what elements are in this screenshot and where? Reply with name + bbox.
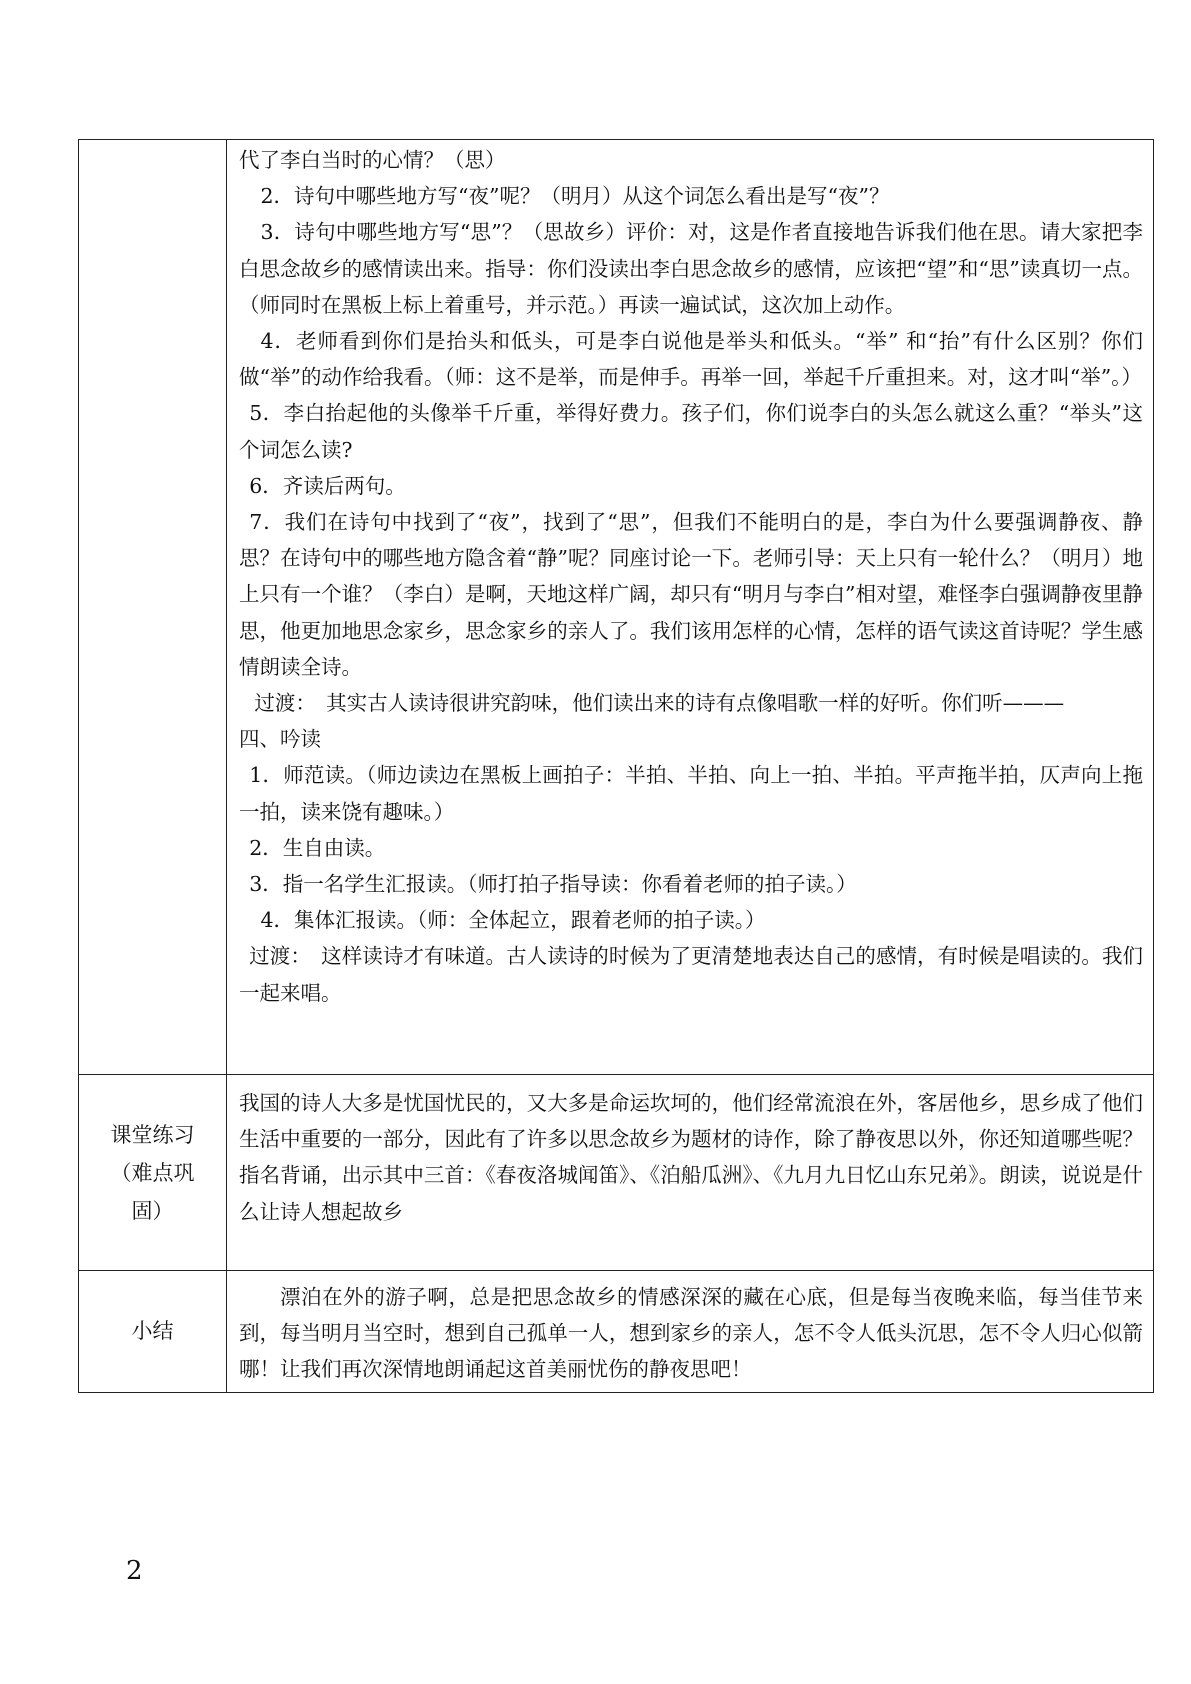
summary-content-cell — [227, 1271, 1154, 1393]
transition-line: 过渡： 其实古人读诗很讲究韵味，他们读出来的诗有点像唱歌一样的好听。你们听——— — [254, 691, 1065, 716]
lesson-plan-table — [78, 139, 1154, 1393]
practice-row — [79, 1075, 1154, 1271]
practice-label: 课堂练习 — [110, 1122, 195, 1147]
practice-label-cell — [79, 1075, 227, 1271]
teaching-process-content-cell — [227, 140, 1154, 1075]
summary-text: 漂泊在外的游子啊，总是把思念故乡的情感深深的藏在心底，但是每当夜晚来临，每当佳节来到，每当明月当空时，想到自己孤单一人，想到家乡的亲人，怎不令人低头沉思，怎不令人归心似箭哪！让我们再次深情地朗诵起这首美丽忧伤的静夜思吧！ — [239, 1285, 1143, 1382]
content-line: 6．齐读后两句。 — [249, 473, 406, 498]
transition-line: 过渡： 这样读诗才有味道。古人读诗的时候为了更清楚地表达自己的感情，有时候是唱读的。我们一起来唱。 — [239, 944, 1143, 1005]
summary-label: 小结 — [131, 1319, 174, 1344]
content-line: 3．指一名学生汇报读。（师打拍子指导读：你看着老师的拍子读。） — [249, 872, 857, 897]
summary-row — [79, 1271, 1154, 1393]
section-heading: 四、吟读 — [239, 727, 321, 752]
practice-label: （难点巩 — [110, 1160, 195, 1185]
content-line: 1．师范读。（师边读边在黑板上画拍子：半拍、半拍、向上一拍、半拍。平声拖半拍，仄声向上拖一拍，读来饶有趣味。） — [239, 763, 1143, 824]
content-line: 2．诗句中哪些地方写“夜”呢？（明月）从这个词怎么看出是写“夜”？ — [260, 184, 890, 209]
teaching-process-row — [79, 140, 1154, 1075]
practice-text: 我国的诗人大多是忧国忧民的，又大多是命运坎坷的，他们经常流浪在外，客居他乡，思乡成了他们生活中重要的一部分，因此有了许多以思念故乡为题材的诗作，除了静夜思以外，你还知道哪些呢？指名背诵，出示其中三首：《春夜洛城闻笛》、《泊船瓜洲》、《九月九日忆山东兄弟》。朗读，说说是什么让诗人想起故乡 — [239, 1091, 1143, 1224]
content-line: 5．李白抬起他的头像举千斤重，举得好费力。孩子们，你们说李白的头怎么就这么重？“举头”这个词怎么读? — [239, 401, 1143, 462]
page-number: 2 — [126, 1556, 143, 1586]
content-line: 代了李白当时的心情？（思） — [239, 148, 506, 172]
teaching-process-label-cell — [79, 140, 227, 1075]
content-line: 2．生自由读。 — [249, 835, 386, 860]
content-line: 4．老师看到你们是抬头和低头，可是李白说他是举头和低头。“举” 和“抬”有什么区别？你们做“举”的动作给我看。（师：这不是举，而是伸手。再举一回，举起千斤重担来。对，这才叫“举”。） — [239, 329, 1143, 390]
content-line: 7．我们在诗句中找到了“夜”，找到了“思”，但我们不能明白的是，李白为什么要强调静夜、静思？在诗句中的哪些地方隐含着“静”呢？同座讨论一下。老师引导：天上只有一轮什么？（明月）地上只有一个谁？（李白）是啊，天地这样广阔，却只有“明月与李白”相对望，难怪李白强调静夜里静思，他更加地思念家乡，思念家乡的亲人了。我们该用怎样的心情，怎样的语气读这首诗呢？学生感情朗读全诗。 — [239, 510, 1143, 679]
content-line: 4．集体汇报读。（师：全体起立，跟着老师的拍子读。） — [260, 908, 766, 933]
content-line: 3．诗句中哪些地方写“思”？（思故乡）评价：对，这是作者直接地告诉我们他在思。请大家把李白思念故乡的感情读出来。指导：你们没读出李白思念故乡的感情，应该把“望”和“思”读真切一点。（师同时在黑板上标上着重号，并示范。）再读一遍试试，这次加上动作。 — [239, 220, 1143, 317]
practice-content-cell — [227, 1075, 1154, 1271]
summary-label-cell — [79, 1271, 227, 1393]
practice-label: 固） — [131, 1198, 174, 1223]
